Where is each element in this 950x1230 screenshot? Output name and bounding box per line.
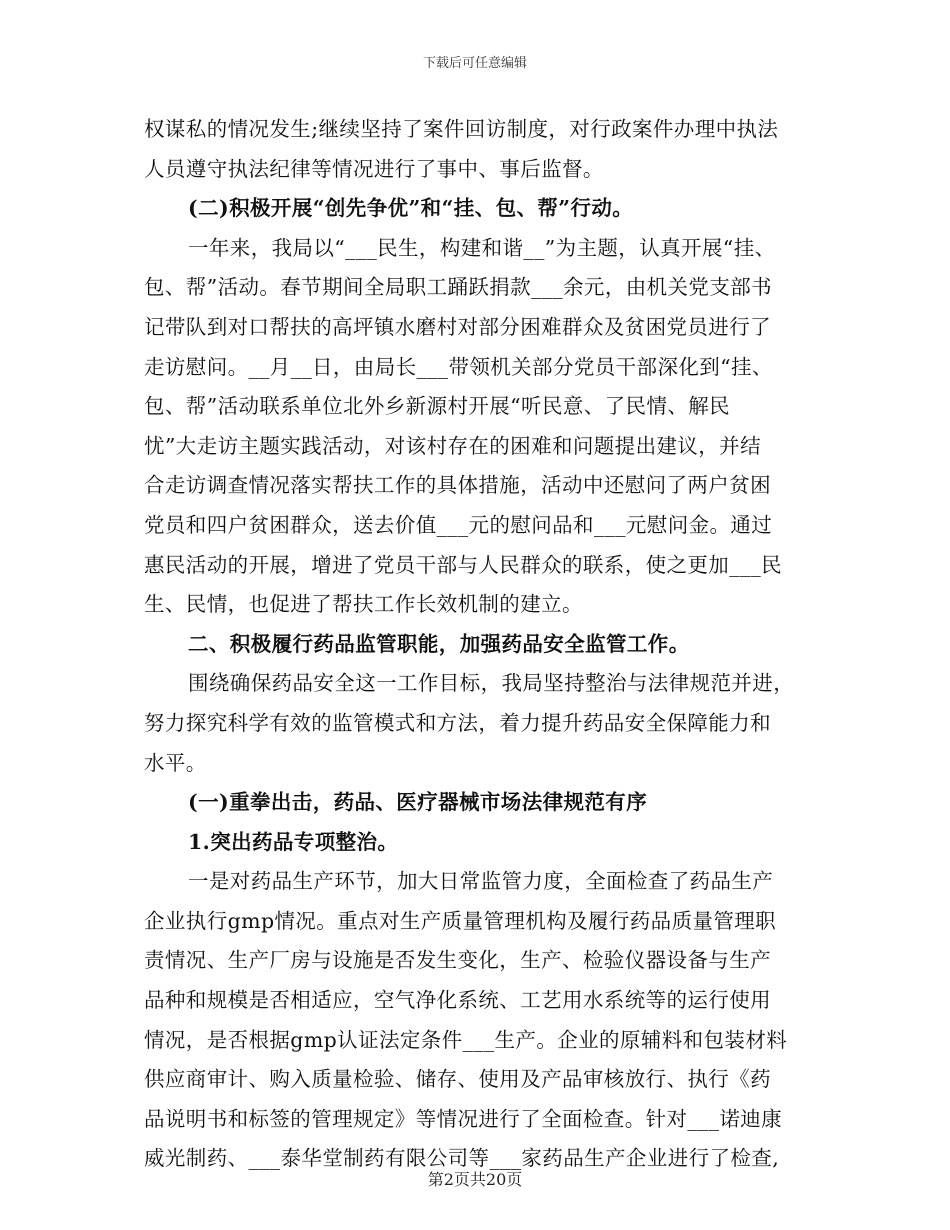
paragraph-line: 忧”大走访主题实践活动，对该村存在的困难和问题提出建议，并结 [144, 433, 761, 458]
page-number: 第2页共20页 [427, 1170, 523, 1189]
section-heading-line: 二、积极履行药品监管职能，加强药品安全监管工作。 [188, 631, 690, 656]
paragraph-line: 威光制药、___泰华堂制药有限公司等___家药品生产企业进行了检查, [144, 1146, 780, 1171]
paragraph-line: 惠民活动的开展，增进了党员干部与人民群众的联系，使之更加___民 [144, 552, 783, 577]
page-header-note: 下载后可任意编辑 [422, 56, 527, 71]
paragraph-line: 水平。 [144, 750, 207, 775]
paragraph-line: 党员和四户贫困群众，送去价值___元的慰问品和___元慰问金。通过 [144, 512, 773, 537]
section-heading-line: (一)重拳出击，药品、医疗器械市场法律规范有序 [188, 790, 648, 815]
paragraph-line: 生、民情，也促进了帮扶工作长效机制的建立。 [144, 592, 583, 617]
paragraph-line: 责情况、生产厂房与设施是否发生变化，生产、检验仪器设备与生产 [144, 948, 771, 973]
paragraph-line: 记带队到对口帮扶的高坪镇水磨村对部分困难群众及贫困党员进行了 [144, 314, 771, 339]
paragraph-line: 一年来，我局以“___民生，构建和谐__”为主题，认真开展“挂、 [188, 235, 776, 260]
paragraph-line: 情况，是否根据gmp认证法定条件___生产。企业的原辅料和包装材料 [144, 1027, 788, 1052]
paragraph-line: 包、帮”活动联系单位北外乡新源村开展“听民意、了民情、解民 [144, 394, 731, 419]
paragraph-line: 走访慰问。__月__日，由局长___带领机关部分党员干部深化到“挂、 [144, 354, 773, 379]
paragraph-line: 品说明书和标签的管理规定》等情况进行了全面检查。针对___诺迪康 [144, 1106, 783, 1131]
paragraph-line: 人员遵守执法纪律等情况进行了事中、事后监督。 [144, 156, 604, 181]
paragraph-line: 企业执行gmp情况。重点对生产质量管理机构及履行药品质量管理职 [144, 908, 777, 933]
paragraph-line: 围绕确保药品安全这一工作目标，我局坚持整治与法律规范并进， [188, 671, 795, 696]
paragraph-line: 供应商审计、购入质量检验、储存、使用及产品审核放行、执行《药 [144, 1067, 771, 1092]
paragraph-line: 努力探究科学有效的监管模式和方法，着力提升药品安全保障能力和 [144, 710, 771, 735]
paragraph-line: 一是对药品生产环节，加大日常监管力度，全面检查了药品生产 [188, 869, 774, 894]
paragraph-line: 包、帮”活动。春节期间全局职工踊跃捐款___余元，由机关党支部书 [144, 275, 773, 300]
section-heading-line: (二)积极开展“创先争优”和“挂、包、帮”行动。 [188, 196, 634, 221]
document-body [144, 110, 824, 1179]
paragraph-line: 品种和规模是否相适应，空气净化系统、工艺用水系统等的运行使用 [144, 988, 771, 1013]
section-heading-line: 1.突出药品专项整治。 [188, 829, 399, 854]
paragraph-line: 权谋私的情况发生;继续坚持了案件回访制度，对行政案件办理中执法 [144, 117, 779, 141]
paragraph-line: 合走访调查情况落实帮扶工作的具体措施，活动中还慰问了两户贫困 [144, 473, 771, 498]
